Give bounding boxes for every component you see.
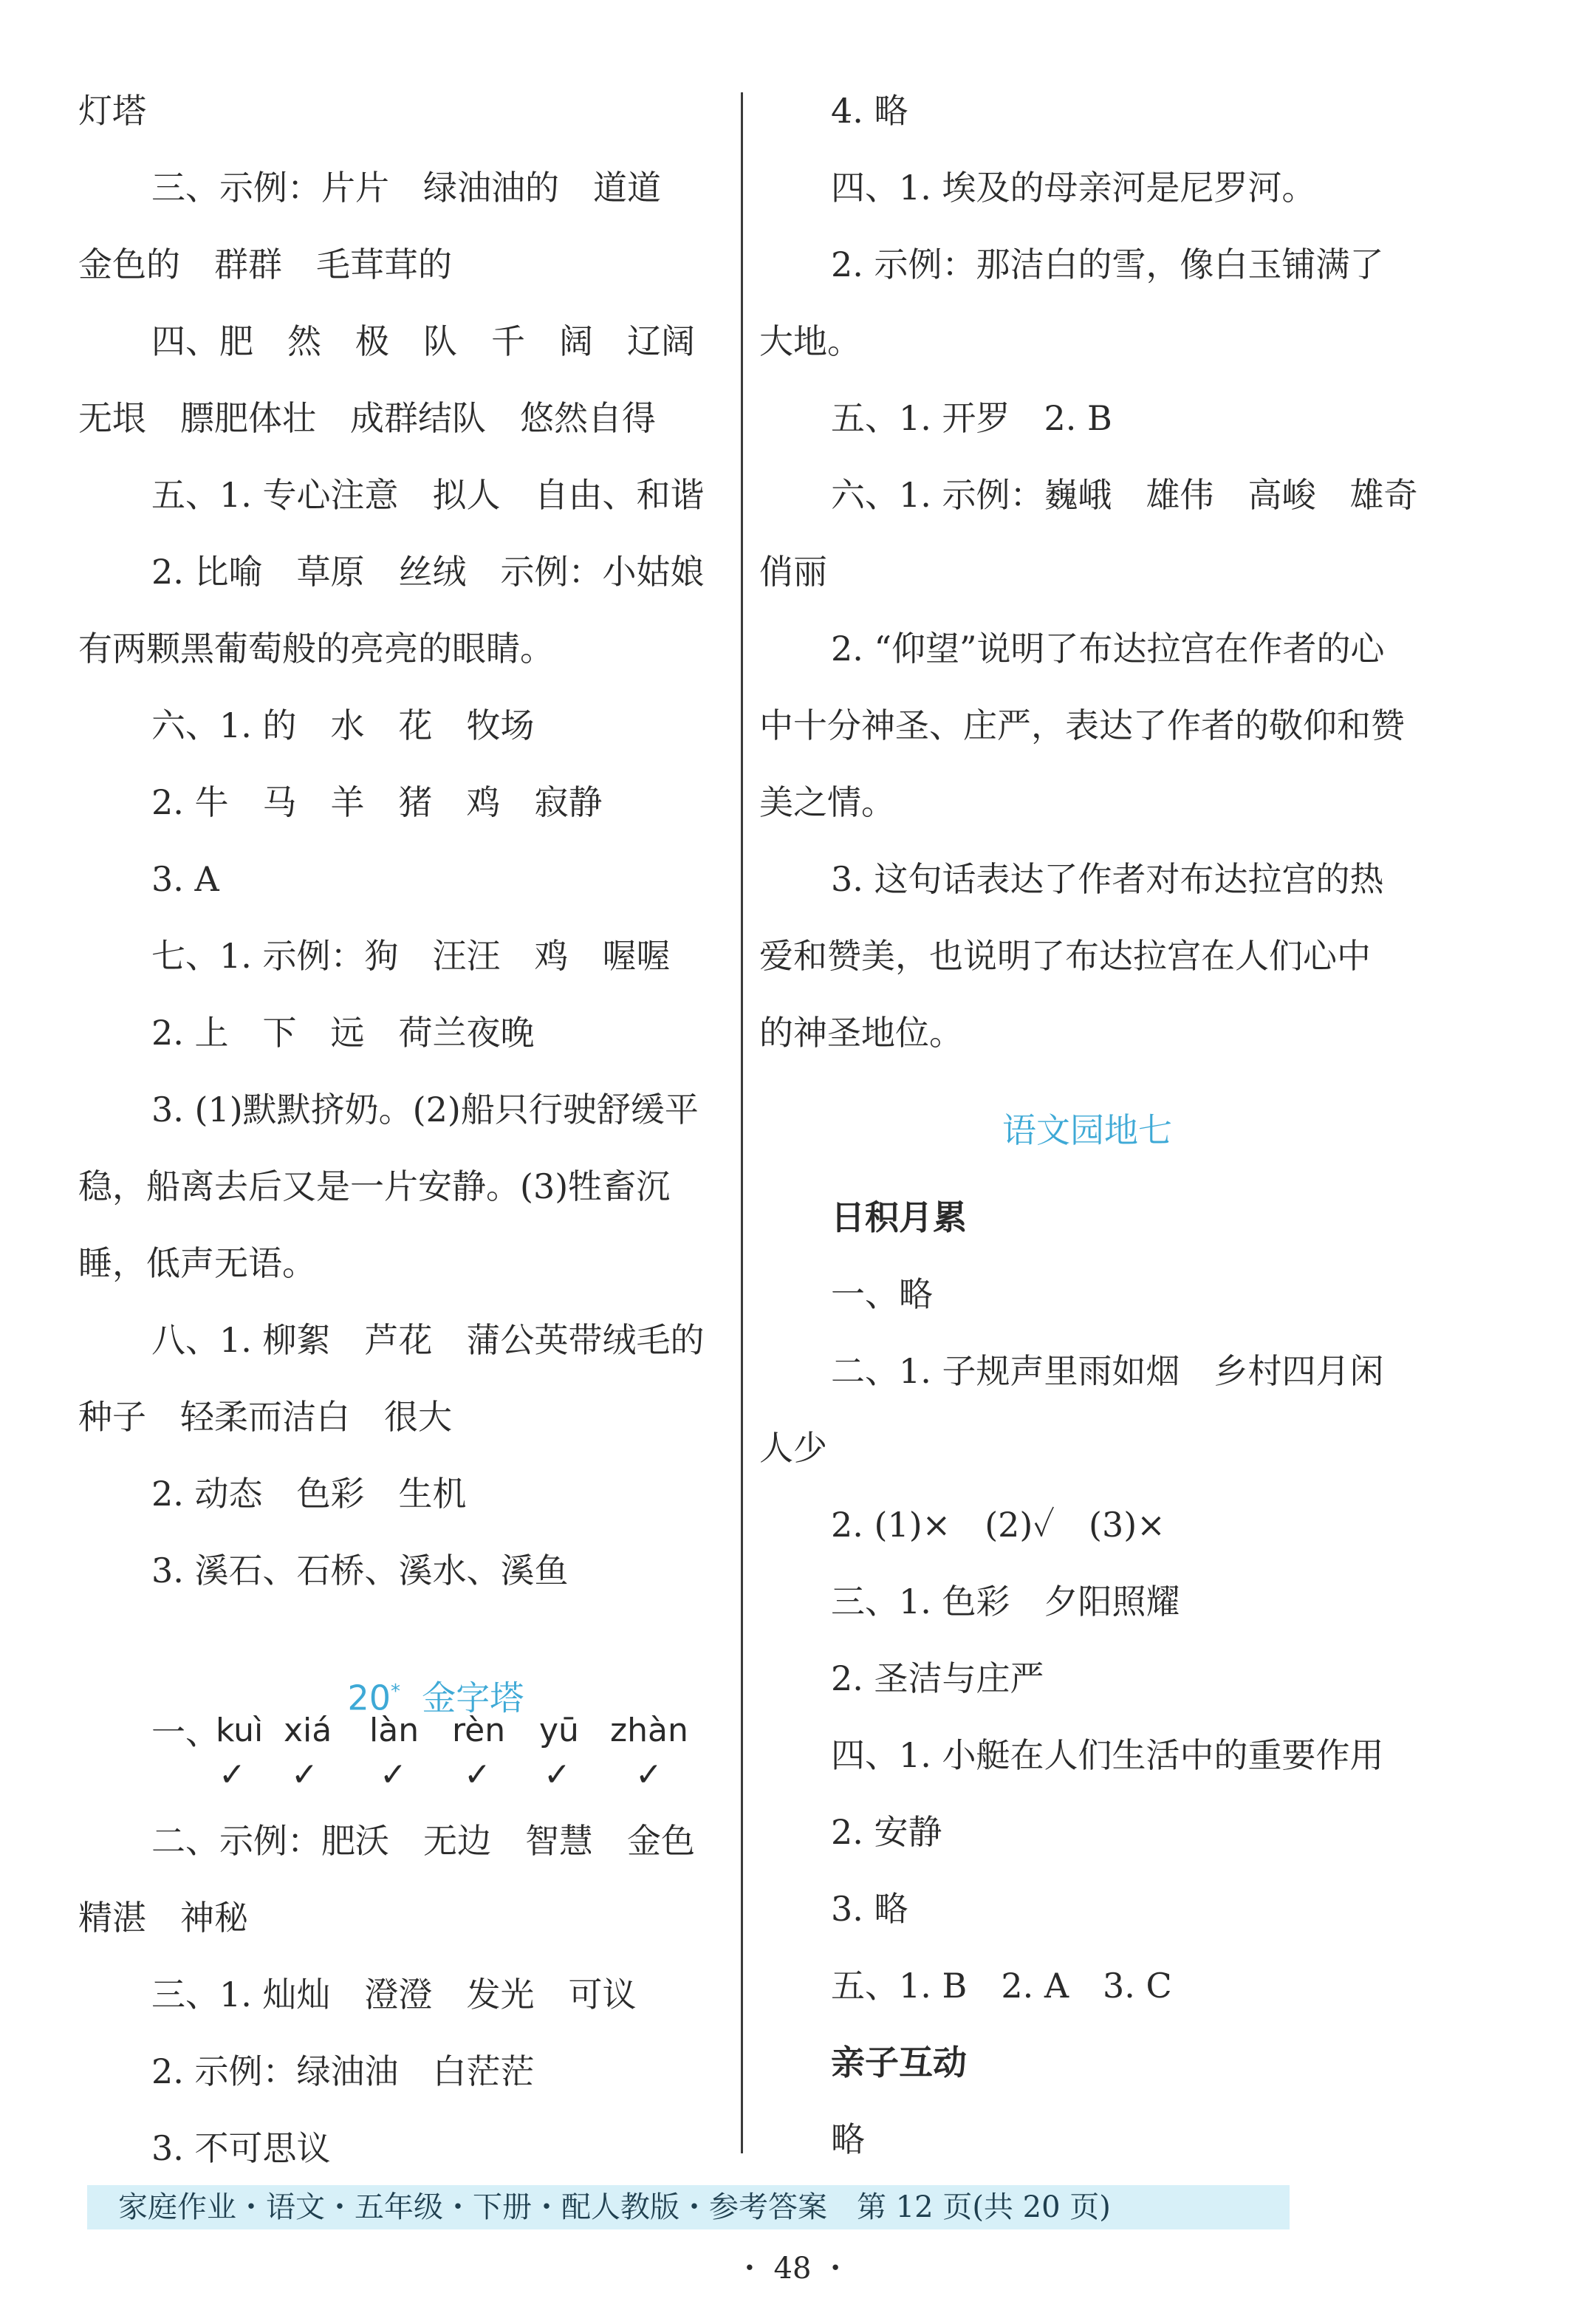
check-mark-icon: ✓: [219, 1756, 246, 1794]
answer-line: 3. 不可思议: [151, 2128, 331, 2168]
answer-line: 四、1. 小艇在人们生活中的重要作用: [831, 1735, 1384, 1775]
answer-line: 有两颗黑葡萄般的亮亮的眼睛。: [78, 629, 554, 669]
answer-line: 五、1. B 2. A 3. C: [831, 1966, 1172, 2006]
answer-line: 无垠 膘肥体壮 成群结队 悠然自得: [78, 398, 656, 438]
answer-line: 五、1. 开罗 2. B: [831, 398, 1112, 438]
check-mark-icon: ✓: [380, 1756, 407, 1794]
answer-line: 二、1. 子规声里雨如烟 乡村四月闲: [831, 1351, 1384, 1391]
answer-line: 2. (1)× (2)✓ (3)×: [831, 1505, 1165, 1545]
answer-line: 精湛 神秘: [78, 1898, 248, 1938]
answer-line: 六、1. 示例：巍峨 雄伟 高峻 雄奇: [831, 475, 1418, 515]
answer-line: 七、1. 示例：狗 汪汪 鸡 喔喔: [151, 936, 671, 976]
page-number: ・ 48 ・: [734, 2252, 851, 2286]
check-mark-icon: ✓: [635, 1756, 663, 1794]
pinyin-item: rèn: [452, 1712, 506, 1749]
lesson-number: 20: [347, 1678, 391, 1718]
answer-line: 人少: [759, 1428, 827, 1468]
lesson-title: 金字塔: [422, 1678, 524, 1718]
answer-line: 三、1. 灿灿 澄澄 发光 可议: [151, 1975, 637, 2014]
pinyin-item: làn: [369, 1712, 420, 1749]
answer-line: 一、略: [831, 1274, 933, 1314]
answer-line: 2. “仰望”说明了布达拉宫在作者的心: [831, 629, 1385, 669]
answer-line: 2. 示例：那洁白的雪，像白玉铺满了: [831, 245, 1384, 284]
subsection-title: 日积月累: [831, 1197, 967, 1237]
answer-line: 稳，船离去后又是一片安静。(3)牲畜沉: [78, 1166, 671, 1206]
answer-line: 大地。: [759, 321, 861, 361]
answer-line: 2. 示例：绿油油 白茫茫: [151, 2051, 535, 2091]
check-mark-icon: ✓: [544, 1756, 571, 1794]
answer-line: 2. 安静: [831, 1812, 942, 1852]
answer-line: 3. 溪石、石桥、溪水、溪鱼: [151, 1551, 569, 1590]
answer-line: 四、肥 然 极 队 千 阔 辽阔: [151, 321, 695, 361]
pinyin-item: zhàn: [610, 1712, 688, 1749]
pinyin-item: kuì: [216, 1712, 264, 1749]
answer-line: 3. A: [151, 859, 219, 899]
answer-line: 金色的 群群 毛茸茸的: [78, 245, 452, 284]
footer-text: 家庭作业・语文・五年级・下册・配人教版・参考答案 第 12 页(共 20 页): [118, 2190, 1111, 2224]
answer-line: 八、1. 柳絮 芦花 蒲公英带绒毛的: [151, 1320, 705, 1360]
pinyin-item: xiá: [284, 1712, 332, 1749]
answer-line: 2. 牛 马 羊 猪 鸡 寂静: [151, 782, 603, 822]
answer-line: 灯塔: [78, 91, 146, 131]
pinyin-prefix: 一、: [151, 1712, 219, 1752]
answer-line: 的神圣地位。: [759, 1013, 963, 1053]
answer-line: 4. 略: [831, 91, 908, 131]
answer-line: 俏丽: [759, 552, 827, 592]
answer-line: 三、示例：片片 绿油油的 道道: [151, 168, 661, 208]
answer-line: 2. 圣洁与庄严: [831, 1658, 1044, 1698]
answer-line: 3. (1)默默挤奶。(2)船只行驶舒缓平: [151, 1090, 699, 1129]
answer-line: 种子 轻柔而洁白 很大: [78, 1397, 452, 1437]
answer-line: 2. 比喻 草原 丝绒 示例：小姑娘: [151, 552, 705, 592]
answer-line: 六、1. 的 水 花 牧场: [151, 705, 535, 745]
check-mark-icon: ✓: [464, 1756, 491, 1794]
section-title: 语文园地七: [1002, 1110, 1172, 1150]
answer-line: 四、1. 埃及的母亲河是尼罗河。: [831, 168, 1316, 208]
answer-line: 美之情。: [759, 782, 895, 822]
answer-line: 2. 上 下 远 荷兰夜晚: [151, 1013, 535, 1053]
answer-line: 2. 动态 色彩 生机: [151, 1474, 467, 1514]
column-divider: [741, 92, 743, 2153]
answer-line: 中十分神圣、庄严，表达了作者的敬仰和赞: [759, 705, 1405, 745]
answer-line: 二、示例：肥沃 无边 智慧 金色: [151, 1821, 695, 1861]
answer-line: 略: [831, 2119, 865, 2159]
answer-line: 五、1. 专心注意 拟人 自由、和谐: [151, 475, 705, 515]
answer-line: 3. 这句话表达了作者对布达拉宫的热: [831, 859, 1384, 899]
answer-line: 3. 略: [831, 1889, 908, 1929]
check-mark-icon: ✓: [291, 1756, 318, 1794]
answer-line: 睡，低声无语。: [78, 1243, 316, 1283]
pinyin-item: yū: [539, 1712, 579, 1749]
answer-line: 爱和赞美，也说明了布达拉宫在人们心中: [759, 936, 1371, 976]
lesson-mark: *: [391, 1681, 401, 1703]
subsection-title: 亲子互动: [831, 2043, 967, 2082]
answer-line: 三、1. 色彩 夕阳照耀: [831, 1582, 1180, 1621]
